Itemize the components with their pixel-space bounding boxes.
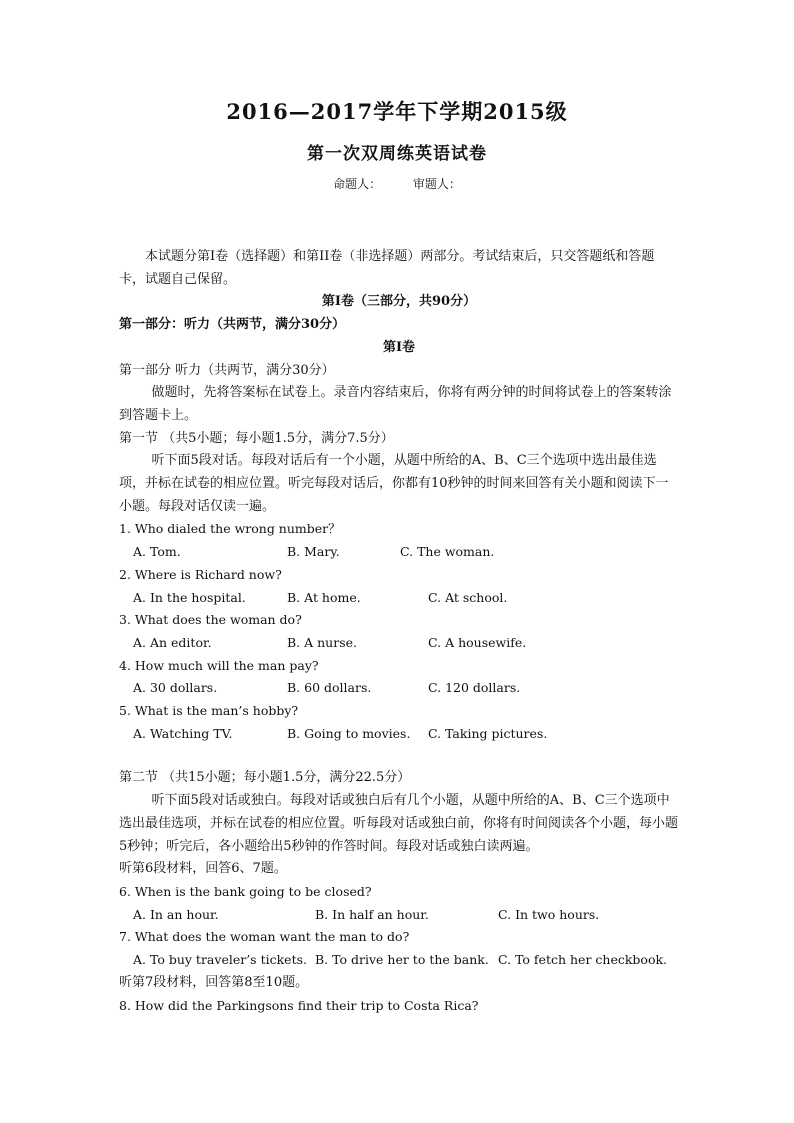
question-options	[119, 949, 679, 972]
section1-heading: 第一节 （共5小题；每小题1.5分，满分7.5分）	[119, 430, 394, 446]
reviewer-label: 审题人：	[412, 177, 461, 191]
exam-title: 2016—2017学年下学期2015级	[226, 99, 568, 124]
author-label: 命题人：	[333, 177, 382, 191]
question-stem: 5. What is the man’s hobby?	[119, 703, 299, 719]
exam-body	[119, 246, 679, 1017]
author-line	[0, 175, 794, 192]
part-heading-plain: 第一部分 听力（共两节，满分30分）	[119, 362, 335, 378]
question-stem: 7. What does the woman want the man to do?	[119, 929, 410, 945]
option-b: B. A nurse.	[287, 634, 357, 650]
question-stem: 6. When is the bank going to be closed?	[119, 883, 372, 899]
section2-heading: 第二节 （共15小题；每小题1.5分，满分22.5分）	[119, 770, 411, 786]
question-stem: 8. How did the Parkingsons find their trip to Costa Rica?	[119, 997, 479, 1013]
option-b: B. At home.	[287, 589, 361, 605]
question-options	[119, 541, 679, 564]
option-b: B. 60 dollars.	[287, 680, 372, 696]
option-c: C. The woman.	[400, 544, 495, 560]
question-options	[119, 632, 679, 655]
question-stem: 4. How much will the man pay?	[119, 657, 319, 673]
question-options	[119, 904, 679, 927]
option-a: A. 30 dollars.	[133, 680, 218, 696]
option-c: C. In two hours.	[498, 906, 600, 922]
material-6-heading: 听第6段材料，回答6、7题。	[119, 861, 287, 877]
option-a: A. In an hour.	[133, 906, 219, 922]
option-b: B. To drive her to the bank.	[315, 952, 489, 968]
part-heading: 第一部分：听力（共两节，满分30分）	[119, 317, 346, 333]
option-a: A. Tom.	[133, 544, 181, 560]
volume-label: 第I卷	[382, 339, 416, 355]
question-options	[119, 677, 679, 700]
section2-instruction: 听下面5段对话或独白。每段对话或独白后有几个小题，从题中所给的A、B、C三个选项中选出最佳选项，并标在试卷的相应位置。听每段对话或独白前，你将有时间阅读各个小题，每小题5秒钟；听完后，各小题给出5秒钟的作答时间。每段对话或独白读两遍。	[119, 793, 679, 854]
section1-questions	[119, 518, 679, 745]
listening-instruction: 做题时，先将答案标在试卷上。录音内容结束后，你将有两分钟的时间将试卷上的答案转涂到答题卡上。	[119, 385, 672, 423]
option-c: C. To fetch her checkbook.	[498, 952, 668, 968]
option-c: C. Taking pictures.	[428, 725, 548, 741]
question-stem: 2. Where is Richard now?	[119, 566, 282, 582]
question-options	[119, 587, 679, 610]
option-b: B. Mary.	[287, 544, 340, 560]
question-options	[119, 723, 679, 746]
volume-heading: 第I卷（三部分，共90分）	[321, 294, 477, 310]
option-a: A. An editor.	[133, 634, 212, 650]
option-b: B. In half an hour.	[315, 906, 429, 922]
exam-subtitle: 第一次双周练英语试卷	[307, 144, 487, 164]
material-7-heading: 听第7段材料，回答第8至10题。	[119, 974, 309, 990]
section1-instruction: 听下面5段对话。每段对话后有一个小题，从题中所给的A、B、C三个选项中选出最佳选项，并标在试卷的相应位置。听完每段对话后，你都有10秒钟的时间来回答有关小题和阅读下一小题。每段对话仅读一遍。	[119, 453, 669, 514]
option-c: C. 120 dollars.	[428, 680, 521, 696]
option-a: A. To buy traveler’s tickets.	[133, 952, 307, 968]
question-stem: 1. Who dialed the wrong number？	[119, 521, 341, 537]
section-spacer	[119, 745, 679, 767]
option-c: C. At school.	[428, 589, 508, 605]
question-stem: 3. What does the woman do?	[119, 612, 302, 628]
option-a: A. In the hospital.	[133, 589, 246, 605]
option-b: B. Going to movies.	[287, 725, 411, 741]
option-a: A. Watching TV.	[133, 725, 233, 741]
intro-paragraph: 本试题分第I卷（选择题）和第II卷（非选择题）两部分。考试结束后，只交答题纸和答题卡，试题自己保留。	[119, 249, 655, 287]
option-c: C. A housewife.	[428, 634, 527, 650]
